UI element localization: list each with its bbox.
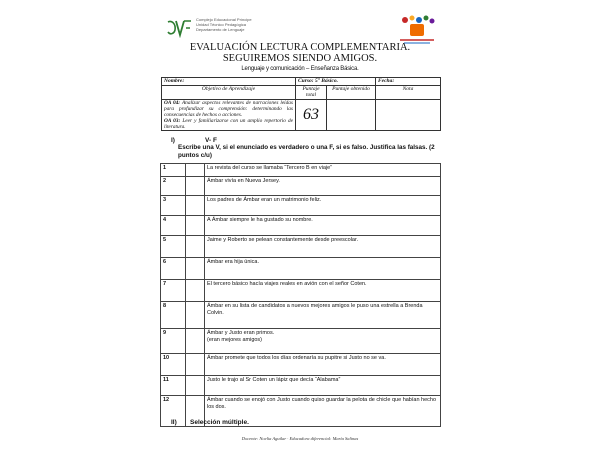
table-row	[161, 354, 441, 376]
table-row	[161, 216, 441, 236]
answer-field[interactable]	[186, 280, 205, 302]
question-number: 2	[161, 177, 186, 196]
question-text: Los padres de Ámbar eran un matrimonio feliz.	[205, 196, 441, 216]
question-text: Justo le trajo al Sr Coten un lápiz que decía “Alabama”	[205, 376, 441, 396]
question-number: 9	[161, 329, 186, 354]
question-text: Ámbar vivía en Nueva Jersey.	[205, 177, 441, 196]
question-text: Ámbar y Justo eran primos.	[207, 330, 275, 336]
objectives-cell	[162, 100, 296, 131]
answer-field[interactable]	[186, 236, 205, 258]
obtained-score-field[interactable]	[327, 100, 376, 131]
oa04-text: Analizar aspectos relevantes de narraciones leídas para profundizar su comprensión: determinando las consecuencias de hechos o acciones.	[164, 100, 293, 118]
answer-field[interactable]	[186, 196, 205, 216]
question-text-cell	[205, 329, 441, 354]
oa03-text: Leer y familiarizarse con un amplio repertorio de literatura.	[164, 118, 294, 130]
question-text: El tercero básico hacía viajes reales en avión con el señor Coten.	[205, 280, 441, 302]
answer-field[interactable]	[186, 329, 205, 354]
question-text: Jaime y Roberto se pelean constantemente desde preescolar.	[205, 236, 441, 258]
question-number: 6	[161, 258, 186, 280]
grade-field[interactable]	[376, 100, 441, 131]
section-1-instruction: Escribe una V, si el enunciado es verdadero o una F, si es falso. Justifica las falsas. (2 puntos c/u)	[178, 144, 435, 159]
table-row	[161, 196, 441, 216]
school-line: Unidad Técnico Pedagógica	[196, 22, 246, 27]
answer-field[interactable]	[186, 258, 205, 280]
section-2-number: II)	[171, 419, 177, 426]
table-row	[161, 329, 441, 354]
objective-header: Objetivo de Aprendizaje	[162, 86, 296, 100]
subject-subtitle: Lenguaje y comunicación – Enseñanza Básica.	[241, 66, 359, 72]
question-number: 11	[161, 376, 186, 396]
school-line: Complejo Educacional Príncipe	[196, 17, 252, 22]
school-logo	[166, 18, 192, 38]
section-1-title: V- F	[205, 137, 217, 144]
book-title: SEGUIREMOS SIENDO AMIGOS.	[222, 53, 378, 64]
school-line: Departamento de Lenguaje	[196, 27, 245, 32]
question-number: 5	[161, 236, 186, 258]
grade-header: Nota	[376, 86, 441, 100]
answer-field[interactable]	[186, 177, 205, 196]
table-row	[161, 177, 441, 196]
question-number: 7	[161, 280, 186, 302]
question-number: 8	[161, 302, 186, 329]
question-text: A Ámbar siempre le ha gustado su nombre.	[205, 216, 441, 236]
table-row	[161, 376, 441, 396]
course-cell	[296, 78, 376, 86]
answer-field[interactable]	[186, 354, 205, 376]
answer-field[interactable]	[186, 164, 205, 177]
document-title: EVALUACIÓN LECTURA COMPLEMENTARIA.	[189, 42, 411, 53]
question-number: 4	[161, 216, 186, 236]
oa03-code: OA 03:	[164, 118, 181, 124]
obtained-score-header: Puntaje obtenido	[327, 86, 376, 100]
table-row	[161, 302, 441, 329]
table-row	[161, 280, 441, 302]
campaign-logo	[396, 14, 438, 44]
question-text: Ámbar cuando se enojó con Justo cuando quiso guardar la pelota de chicle que habían hecho los dos.	[205, 396, 441, 427]
question-note: (eran mejores amigos)	[207, 336, 263, 343]
question-text: La revista del curso se llamaba “Tercero B en viaje”	[205, 164, 441, 177]
date-label: Fecha:	[378, 78, 395, 84]
name-label: Nombre:	[164, 78, 185, 84]
school-name-block	[196, 17, 252, 32]
date-field[interactable]	[376, 78, 441, 86]
course-label: Curso: 5° Básico.	[298, 78, 338, 84]
question-number: 1	[161, 164, 186, 177]
table-row	[161, 164, 441, 177]
section-1-number: I)	[171, 137, 175, 144]
question-number: 12	[161, 396, 186, 427]
oa04-code: OA 04:	[164, 100, 181, 106]
table-row	[161, 236, 441, 258]
question-text: Ámbar en su lista de candidatos a nuevos mejores amigos le puso una estrella a Brenda Colvin.	[205, 302, 441, 329]
question-number: 3	[161, 196, 186, 216]
answer-field[interactable]	[186, 376, 205, 396]
student-info-table	[161, 77, 441, 131]
answer-field[interactable]	[186, 216, 205, 236]
question-text: Ámbar promete que todos los días ordenaría su pupitre si Justo no se va.	[205, 354, 441, 376]
question-text: Ámbar era hija única.	[205, 258, 441, 280]
table-row	[161, 258, 441, 280]
total-score-header: Puntaje total	[296, 86, 327, 100]
footer-credits: Docente: Noelia Aguilar · Educadora diferencial: María Salinas	[241, 436, 359, 441]
answer-field[interactable]	[186, 302, 205, 329]
section-2-title: Selección múltiple.	[190, 419, 249, 426]
name-field[interactable]	[162, 78, 296, 86]
total-score-value: 63	[296, 100, 327, 131]
true-false-table	[160, 163, 441, 427]
question-number: 10	[161, 354, 186, 376]
